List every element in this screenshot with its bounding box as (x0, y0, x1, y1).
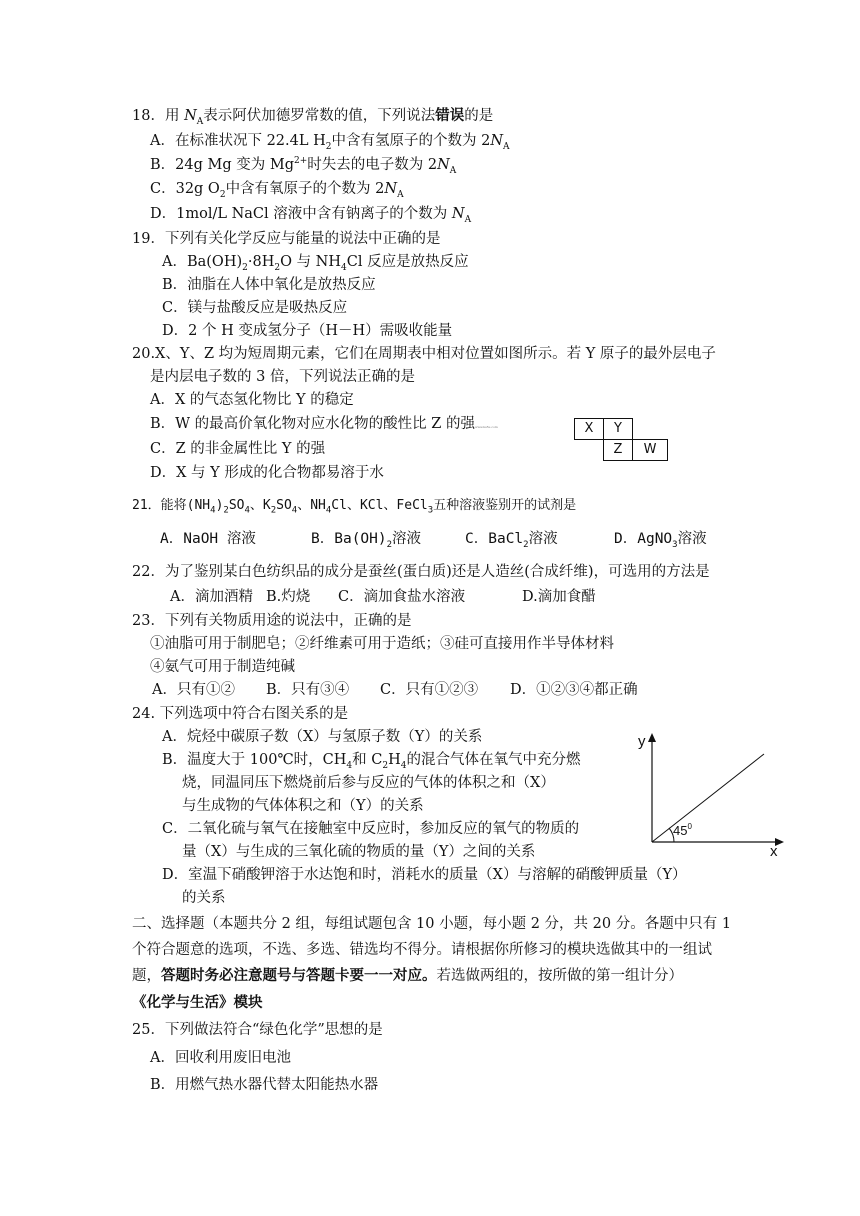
q24-option-b-line2: 烧，同温同压下燃烧前后参与反应的气体的体积之和（X） (182, 775, 555, 791)
q24-option-b-line3: 与生成物的气体体积之和（Y）的关系 (182, 798, 424, 814)
q18-option-d: D．1mol/L NaCl 溶液中含有钠离子的个数为 $N_A$ (150, 206, 472, 225)
q20-stem-line1: 20.X、Y、Z 均为短周期元素，它们在周期表中相对位置如图所示。若 Y 原子的最外层电子 (132, 346, 716, 362)
y-axis-label: y (638, 733, 646, 750)
y-axis-arrow-icon (648, 733, 656, 742)
q19-stem: 19．下列有关化学反应与能量的说法中正确的是 (132, 231, 441, 247)
q23-option-c: C．只有①②③ (380, 682, 479, 698)
watermark-tag: www.ks5u.com (474, 425, 498, 429)
q20-option-c: C．Z 的非金属性比 Y 的强 (150, 441, 326, 457)
q24-option-d-line1: D．室温下硝酸钾溶于水达饱和时，消耗水的质量（X）与溶解的硝酸钾质量（Y） (162, 867, 687, 883)
q24-option-d-line2: 的关系 (182, 890, 226, 906)
cell-z: Z (603, 439, 633, 461)
q24-option-c-line1: C．二氧化硫与氧气在接触室中反应时，参加反应的氧气的物质的 (162, 821, 580, 837)
q18-option-a: A．在标准状况下 22.4L $H_2$中含有氢原子的个数为 $2N_A$ (150, 133, 510, 152)
q23-statement-2: ④氨气可用于制造纯碱 (150, 659, 295, 675)
q19-option-a: A．$Ba(OH)_2\cdot 8H_2O$ 与 $NH_4Cl$ 反应是放热反应 (162, 254, 469, 273)
diagonal-line (652, 754, 764, 842)
q20-option-a: A．X 的气态氢化物比 Y 的稳定 (150, 392, 354, 408)
q22-option-d: D.滴加食醋 (522, 589, 596, 605)
q23-option-d: D．①②③④都正确 (510, 682, 638, 698)
q23-statement-1: ①油脂可用于制肥皂；②纤维素可用于造纸；③硅可直接用作半导体材料 (150, 636, 614, 652)
q20-option-b: B．W 的最高价氧化物对应水化物的酸性比 Z 的强www.ks5u.com (150, 416, 498, 432)
q25-option-b: B．用燃气热水器代替太阳能热水器 (150, 1077, 379, 1093)
xy-graph (638, 728, 788, 856)
section2-intro-line1: 二、选择题（本题共分 2 组，每组试题包含 10 小题，每小题 2 分，共 20 分。各题中只有 1 (132, 916, 732, 932)
module-title: 《化学与生活》模块 (132, 994, 263, 1011)
section2-intro-line3: 题，答题时务必注意题号与答题卡要一一对应。若选做两组的，按所做的第一组计分） (132, 967, 683, 984)
q22-option-b: B.灼烧 (266, 589, 311, 605)
cell-x: X (574, 418, 604, 440)
q23-option-a: A．只有①② (152, 682, 235, 698)
q21-option-c: C．BaCl$_2$溶液 (465, 531, 558, 550)
q18-option-b: B．24g Mg 变为 $Mg^{2+}$时失去的电子数为 $2N_A$ (150, 156, 457, 176)
q22-option-c: C．滴加食盐水溶液 (338, 589, 466, 605)
q19-option-d: D．2 个 H 变成氢分子（H－H）需吸收能量 (162, 323, 453, 339)
q24-option-c-line2: 量（X）与生成的三氧化硫的物质的量（Y）之间的关系 (182, 844, 536, 860)
q20-option-d: D．X 与 Y 形成的化合物都易溶于水 (150, 465, 384, 481)
q22-stem: 22．为了鉴别某白色纺织品的成分是蚕丝(蛋白质)还是人造丝(合成纤维)，可选用的方法是 (132, 564, 710, 580)
q23-option-b: B．只有③④ (266, 682, 350, 698)
section2-intro-line2: 个符合题意的选项，不选、多选、错选均不得分。请根据你所修习的模块选做其中的一组试 (132, 942, 712, 958)
q21-option-a: A．NaOH 溶液 (160, 531, 256, 547)
q19-option-c: C．镁与盐酸反应是吸热反应 (162, 300, 348, 316)
angle-label: $45^0$ (673, 822, 692, 838)
q18-option-c: C．32g $O_2$中含有氧原子的个数为 $2N_A$ (150, 181, 404, 200)
cell-w: W (632, 439, 668, 461)
q25-option-a: A．回收利用废旧电池 (150, 1050, 291, 1066)
q21-option-d: D．AgNO$_3$溶液 (614, 531, 707, 550)
q21-option-b: B．$Ba(OH)_2$溶液 (311, 531, 422, 550)
x-axis-label: x (770, 843, 778, 856)
periodic-table-fragment (574, 418, 668, 465)
q24-stem: 24. 下列选项中符合右图关系的是 (132, 706, 349, 722)
q23-stem: 23．下列有关物质用途的说法中，正确的是 (132, 613, 412, 629)
q24-option-b-line1: B．温度大于 100℃时，$CH_4$和 $C_2H_4$的混合气体在氧气中充分燃 (162, 752, 581, 771)
q18-stem: 18．用 $N_A$表示阿伏加德罗常数的值，下列说法错误的是 (132, 107, 494, 127)
q19-option-b: B．油脂在人体中氧化是放热反应 (162, 277, 376, 293)
q25-stem: 25．下列做法符合“绿色化学”思想的是 (132, 1022, 383, 1038)
q20-stem-line2: 是内层电子数的 3 倍，下列说法正确的是 (150, 369, 415, 385)
q24-option-a: A．烷烃中碳原子数（X）与氢原子数（Y）的关系 (162, 729, 483, 745)
cell-y: Y (603, 418, 633, 440)
q22-option-a: A．滴加酒精 (170, 589, 253, 605)
q21-stem: 21．能将$(NH_4)_2SO_4$、$K_2SO_4$、$NH_4Cl$、KCl、FeCl$_3$五种溶液鉴别开的试剂是 (132, 498, 577, 516)
